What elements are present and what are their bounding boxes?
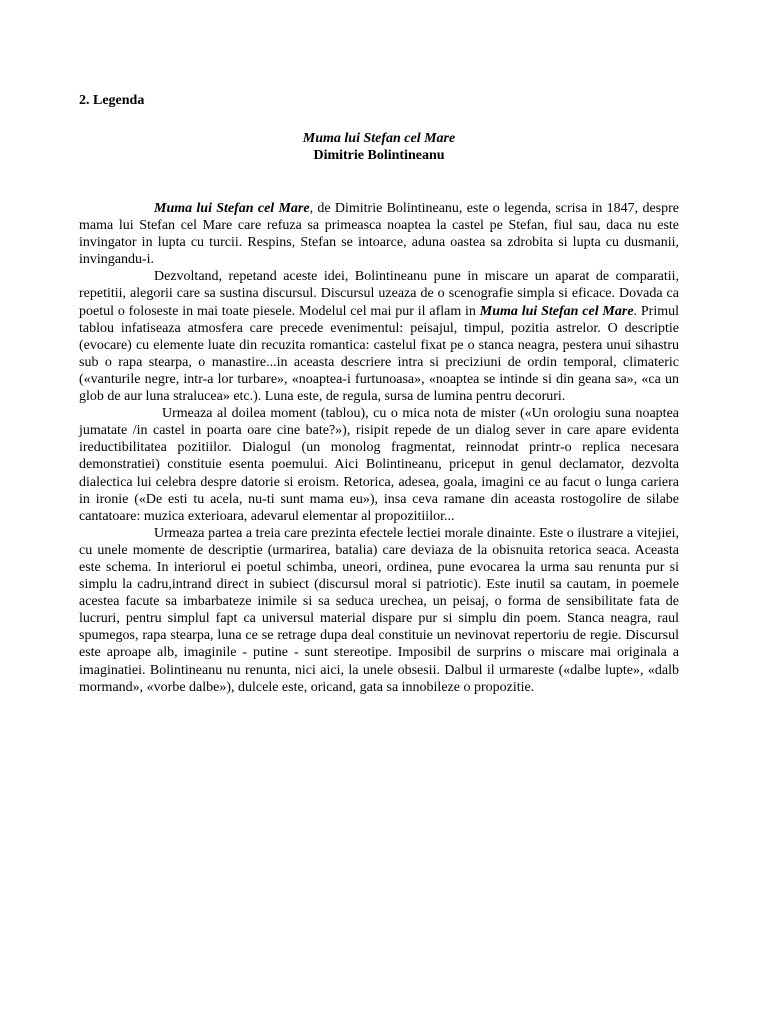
paragraph-3: Urmeaza al doilea moment (tablou), cu o mica nota de mister («Un orologiu suna noaptea jumatate /in castel in poarta oare cine bate?»), risipit repede de un dialog sever in care apare evidenta ireductibilitatea pozitiilor. Dialogul (un monolog fragmentat, reinnodat printr-o replica necesara demonstratiei) constituie esenta poemului. Aici Bolintineanu, priceput in genul declamator, dezvolta dialectica lui celebra despre datorie si eroism. Retorica, adesea, goala, imagini ce au facut o lunga cariera in ironie («De esti tu acela, nu-ti sunt mama eu»), insa ceva ramane din aceasta rostogolire de silabe cantatoare: muzica exterioara, adevarul elementar al propozitiilor... xyxy=(79,406,679,524)
poem-title: Muma lui Stefan cel Mare xyxy=(302,131,456,146)
poem-author: Dimitrie Bolintineanu xyxy=(313,148,445,163)
paragraph-4: Urmeaza partea a treia care prezinta efectele lectiei morale dinainte. Este o ilustrare a vitejiei, cu unele momente de descriptie (urmarirea, batalia) care deviaza de la obisnuita retorica seaca. Aceasta este schema. In interiorul ei poetul schimba, uneori, ordinea, pune evocarea la urma sau renunta pur si simplu la cadru,intrand direct in subiect (discursul moral si patriotic). Este inutil sa cautam, in poemele acestea facute sa imbarbateze inimile si sa seduca urechea, un peisaj, o forma de sensibilitate fata de lucruri, pentru simplul fapt ca universul material dispare pur si simplu din poem. Stanca neagra, raul spumegos, rapa stearpa, luna ce se retrage dupa deal constituie un nevinovat repertoriu de regie. Discursul este aproape alb, imaginile - putine - sunt stereotipe. Imposibil de surprins o miscare mai originala a imaginatiei. Bolintineanu nu renunta, nici aici, la unele obsesii. Dalbul il urmareste («dalbe lupte», «dalb mormand», «vorbe dalbe»), dulcele este, oricand, gata sa innobileze o propozitie. xyxy=(79,525,679,695)
title-block xyxy=(79,130,679,164)
paragraph-2-text-after: . Primul tablou infatiseaza atmosfera care precede evenimentul: peisajul, timpul, pozitia astrelor. O descriptie (evocare) cu elemente luate din recuzita romantica: castelul fixat pe o stanca neagra, pestera unui sihastru sub o rapa stearpa, o manastire...in aceasta descriere intra si preciziuni de ordin temporal, climateric («vanturile negre, intr-a lor turbare», «noaptea-i furtunoasa», «noaptea se intinde si din geana sa», «ca un glob de aur luna stralucea» etc.). Luna este, de regula, sursa de lumina pentru decoruri. xyxy=(79,303,679,405)
paragraph-1-title-emphasis: Muma lui Stefan cel Mare xyxy=(154,201,310,216)
paragraph-2-text-before: Dezvoltand, repetand aceste idei, Bolintineanu pune in miscare un aparat de comparatii, repetitii, alegorii care sa sustina discursul. Discursul uzeaza de o scenografie simpla si eficace. Dovada ca poetul o foloseste in mai toate piesele. Modelul cel mai pur il aflam in xyxy=(79,269,679,319)
body-text xyxy=(79,200,679,696)
paragraph-1-text: , de Dimitrie Bolintineanu, este o legenda, scrisa in 1847, despre mama lui Stefan cel Mare care refuza sa primeasca noaptea la castel pe Stefan, fiul sau, daca nu este invingator in lupta cu turcii. Respins, Stefan se intoarce, aduna oastea sa zdrobita si lupta cu dusmanii, invingandu-i. xyxy=(79,201,679,268)
paragraph-2-title-emphasis: Muma lui Stefan cel Mare xyxy=(479,303,634,319)
paragraph-2 xyxy=(79,268,679,405)
section-heading: 2. Legenda xyxy=(79,93,145,108)
paragraph-1 xyxy=(79,200,679,268)
